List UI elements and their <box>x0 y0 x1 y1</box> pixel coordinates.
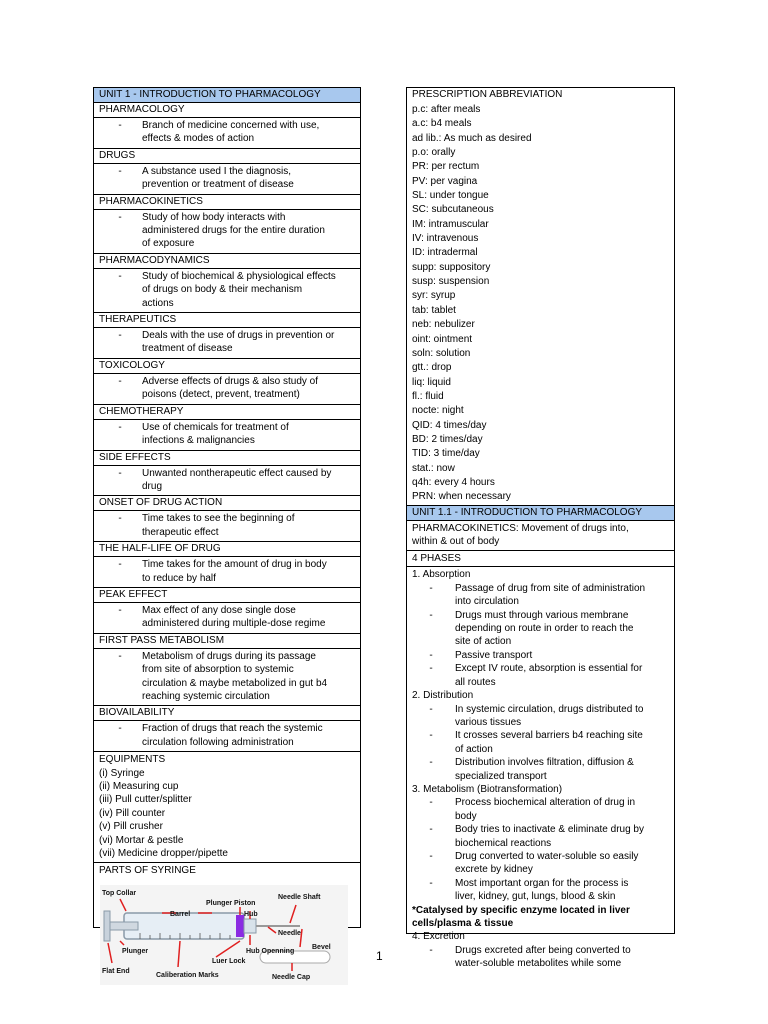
section-heading: SIDE EFFECTS <box>94 451 360 466</box>
phase-bullet-line: - Drugs excreted after being converted to <box>429 944 631 956</box>
section-body <box>94 649 360 707</box>
phase-bullet-line: - In systemic circulation, drugs distributed to <box>429 703 644 715</box>
phase-bullet-line: - Drug converted to water-soluble so easily <box>429 850 639 862</box>
phase-bullet-line: - Most important organ for the process is <box>429 877 629 889</box>
label-needle: Needle <box>278 930 301 938</box>
bullet-line: - Unwanted nontherapeutic effect caused by <box>118 467 332 479</box>
abbreviation-item: SL: under tongue <box>412 190 489 202</box>
equipments-heading: EQUIPMENTS <box>99 754 166 766</box>
bullet-line: - Time takes for the amount of drug in body <box>118 559 327 571</box>
equipments-section <box>94 752 360 863</box>
section-body <box>94 721 360 752</box>
phase-bullet-line: liver, kidney, gut, lungs, blood & skin <box>455 891 616 903</box>
section-heading: DRUGS <box>94 149 360 164</box>
pk-definition <box>407 521 674 552</box>
syringe-diagram <box>100 885 348 985</box>
phase-absorption: 1. Absorption <box>412 569 471 581</box>
equipment-item: (i) Syringe <box>99 767 145 779</box>
bullet-line: - Time takes to see the beginning of <box>118 513 295 525</box>
abbreviation-item: PRN: when necessary <box>412 491 511 503</box>
abbreviation-item: nocte: night <box>412 405 464 417</box>
abbreviation-item: fl.: fluid <box>412 390 444 402</box>
abbreviation-item: PV: per vagina <box>412 175 478 187</box>
section-body <box>94 118 360 149</box>
phase-bullet-line: of action <box>455 743 493 755</box>
label-barrel: Barrel <box>170 911 191 919</box>
hub-shape <box>244 919 256 933</box>
label-hub: Hub <box>244 911 258 919</box>
section-body <box>94 164 360 195</box>
section-body <box>94 603 360 634</box>
bullet-line: - Metabolism of drugs during its passage <box>118 650 316 662</box>
phase-bullet-line: - Process biochemical alteration of drug in <box>429 797 636 809</box>
phase-bullet-line: all routes <box>455 676 496 688</box>
bullet-line: - Branch of medicine concerned with use, <box>118 120 320 131</box>
abbreviation-item: ad lib.: As much as desired <box>412 132 532 144</box>
equipment-item: (vii) Medicine dropper/pipette <box>99 848 228 860</box>
bullet-line: actions <box>142 297 174 309</box>
abbreviation-item: stat.: now <box>412 462 455 474</box>
abbreviation-item: q4h: every 4 hours <box>412 476 495 488</box>
bullet-line: from site of absorption to systemic <box>142 664 294 676</box>
equipment-item: (v) Pill crusher <box>99 821 163 833</box>
syringe-section <box>94 863 360 995</box>
abbreviation-item: tab: tablet <box>412 304 456 316</box>
section-heading: PHARMACODYNAMICS <box>94 254 360 269</box>
absorption-items <box>407 582 674 689</box>
section-heading: BIOVAILABILITY <box>94 706 360 721</box>
label-luer-lock: Luer Lock <box>212 958 246 966</box>
abbreviation-item: QID: 4 times/day <box>412 419 487 431</box>
pk-definition-line-1: PHARMACOKINETICS: Movement of drugs into, <box>412 522 629 534</box>
section-body <box>94 420 360 451</box>
phase-bullet-line: - Body tries to inactivate & eliminate drug by <box>429 824 644 836</box>
abbreviation-item: a.c: b4 meals <box>412 118 472 130</box>
bullet-line: infections & malignancies <box>142 435 255 447</box>
bullet-line: administered during multiple-dose regime <box>142 618 326 630</box>
phase-metabolism: 3. Metabolism (Biotransformation) <box>412 783 563 795</box>
section-heading: PEAK EFFECT <box>94 588 360 603</box>
phase-bullet-line: - It crosses several barriers b4 reaching site <box>429 730 643 742</box>
label-top-collar: Top Collar <box>102 890 137 898</box>
phase-bullet-line: into circulation <box>455 596 519 608</box>
bullet-line: - Use of chemicals for treatment of <box>118 421 289 433</box>
phase-bullet-line: - Except IV route, absorption is essential for <box>429 663 643 675</box>
section-body <box>94 557 360 588</box>
bullet-line: of drugs on body & their mechanism <box>142 284 303 296</box>
phase-bullet-line: - Drugs must through various membrane <box>429 609 629 621</box>
section-heading: CHEMOTHERAPY <box>94 405 360 420</box>
unit-1-1-title: UNIT 1.1 - INTRODUCTION TO PHARMACOLOGY <box>407 506 674 521</box>
label-plunger-piston: Plunger Piston <box>206 900 256 908</box>
abbreviation-item: neb: nebulizer <box>412 319 475 331</box>
equipment-item: (iii) Pull cutter/splitter <box>99 794 192 806</box>
phases-heading: 4 PHASES <box>407 551 674 567</box>
phase-bullet-line: excrete by kidney <box>455 864 533 876</box>
bullet-line: drug <box>142 480 163 492</box>
bullet-line: - Max effect of any dose single dose <box>118 604 296 616</box>
equipment-item: (iv) Pill counter <box>99 807 166 819</box>
label-bevel: Bevel <box>312 944 331 952</box>
abbreviation-item: susp: suspension <box>412 276 490 288</box>
label-needle-shaft: Needle Shaft <box>278 894 321 902</box>
abbreviation-item: TID: 3 time/day <box>412 448 480 460</box>
phase-bullet-line: - Passage of drug from site of administration <box>429 582 646 594</box>
section-body <box>94 466 360 497</box>
phase-bullet-line: specialized transport <box>455 770 547 782</box>
phase-distribution: 2. Distribution <box>412 690 474 702</box>
abbreviation-list <box>407 102 674 506</box>
section-heading: TOXICOLOGY <box>94 359 360 374</box>
catalysed-note-1: *Catalysed by specific enzyme located in liver <box>412 904 630 916</box>
abbreviation-item: gtt.: drop <box>412 362 452 374</box>
equipments-list <box>99 767 355 861</box>
metabolism-items <box>407 796 674 903</box>
unit-title: UNIT 1 - INTRODUCTION TO PHARMACOLOGY <box>94 88 360 103</box>
bullet-line: reaching systemic circulation <box>142 690 270 702</box>
excretion-items <box>407 944 674 971</box>
abbreviation-item: supp: suppository <box>412 261 491 273</box>
bullet-line: treatment of disease <box>142 343 233 355</box>
section-body <box>94 269 360 313</box>
section-heading: THERAPEUTICS <box>94 313 360 328</box>
abbreviation-item: liq: liquid <box>412 376 451 388</box>
flat-end-shape <box>104 911 110 941</box>
phase-bullet-line: site of action <box>455 636 512 648</box>
section-heading: PHARMACOLOGY <box>94 103 360 118</box>
section-body <box>94 328 360 359</box>
bullet-line: to reduce by half <box>142 572 216 584</box>
phase-bullet-line: - Passive transport <box>429 649 533 661</box>
bullet-line: effects & modes of action <box>142 133 255 145</box>
phase-excretion: 4. Excretion <box>412 931 465 943</box>
abbreviation-item: p.o: orally <box>412 147 456 159</box>
right-table <box>406 87 675 970</box>
section-body <box>94 210 360 254</box>
abbreviation-item: IM: intramuscular <box>412 218 489 230</box>
phase-bullet-line: depending on route in order to reach the <box>455 623 634 635</box>
abbreviation-item: oint: ointment <box>412 333 473 345</box>
phase-bullet-line: various tissues <box>455 716 522 728</box>
abbreviation-item: ID: intradermal <box>412 247 478 259</box>
section-heading: PHARMACOKINETICS <box>94 195 360 210</box>
bullet-line: circulation & maybe metabolized in gut b4 <box>142 677 328 689</box>
bullet-line: administered drugs for the entire duration <box>142 225 325 237</box>
pk-definition-line-2: within & out of body <box>412 536 500 548</box>
bullet-line: - Adverse effects of drugs & also study of <box>118 375 319 387</box>
syringe-heading: PARTS OF SYRINGE <box>99 865 196 877</box>
abbreviation-item: SC: subcutaneous <box>412 204 494 216</box>
section-body <box>94 374 360 405</box>
definitions-list <box>94 103 360 752</box>
piston-shape <box>236 915 244 937</box>
bullet-line: - A substance used I the diagnosis, <box>118 165 291 177</box>
distribution-items <box>407 703 674 783</box>
abbreviation-item: BD: 2 times/day <box>412 433 483 445</box>
page-number: 1 <box>376 949 383 963</box>
catalysed-note-2: cells/plasma & tissue <box>412 918 514 929</box>
label-plunger: Plunger <box>122 948 149 956</box>
abbreviation-item: syr: syrup <box>412 290 456 302</box>
label-hub-opening: Hub Openning <box>246 948 295 956</box>
phase-bullet-line: - Distribution involves filtration, diffusion & <box>429 757 634 769</box>
bullet-line: therapeutic effect <box>142 526 219 538</box>
section-heading: ONSET OF DRUG ACTION <box>94 496 360 511</box>
abbr-heading: PRESCRIPTION ABBREVIATION <box>412 89 563 100</box>
section-heading: FIRST PASS METABOLISM <box>94 634 360 649</box>
left-table <box>93 87 361 982</box>
label-flat-end: Flat End <box>102 968 130 976</box>
section-heading: THE HALF-LIFE OF DRUG <box>94 542 360 557</box>
equipment-item: (ii) Measuring cup <box>99 781 179 792</box>
abbreviation-item: IV: intravenous <box>412 233 479 245</box>
bullet-line: - Study of biochemical & physiological effects <box>118 270 336 282</box>
label-needle-cap: Needle Cap <box>272 974 311 982</box>
equipment-item: (vi) Mortar & pestle <box>99 834 184 846</box>
bullet-line: - Study of how body interacts with <box>118 211 286 223</box>
bullet-line: - Fraction of drugs that reach the systemic <box>118 723 323 735</box>
abbreviation-item: p.c: after meals <box>412 104 481 115</box>
label-calibration-marks: Caliberation Marks <box>156 972 219 980</box>
bullet-line: - Deals with the use of drugs in prevention or <box>118 330 335 342</box>
bullet-line: of exposure <box>142 238 195 250</box>
abbreviation-item: soln: solution <box>412 347 471 359</box>
phase-bullet-line: body <box>455 810 477 822</box>
phases-body <box>407 567 674 971</box>
phase-bullet-line: water-soluble metabolites while some <box>455 958 622 970</box>
plunger-rod <box>108 922 138 930</box>
section-body <box>94 511 360 542</box>
phase-bullet-line: biochemical reactions <box>455 837 552 849</box>
bullet-line: prevention or treatment of disease <box>142 179 294 191</box>
bullet-line: circulation following administration <box>142 736 294 748</box>
abbreviation-item: PR: per rectum <box>412 161 480 173</box>
bullet-line: poisons (detect, prevent, treatment) <box>142 389 300 401</box>
